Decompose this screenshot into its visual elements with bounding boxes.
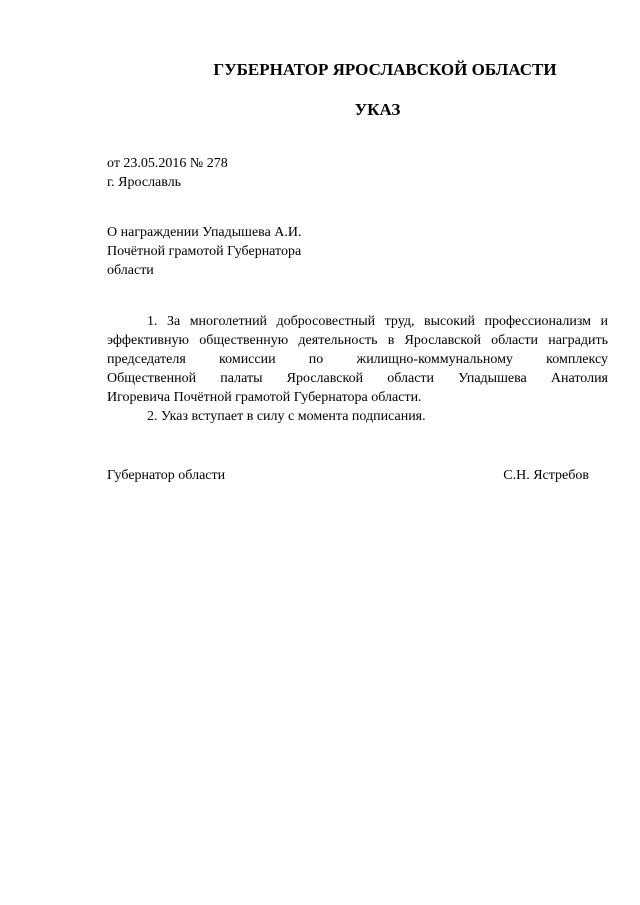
document-date-number: от 23.05.2016 № 278 xyxy=(107,156,228,171)
paragraph-line: 1. За многолетний добросовестный труд, высокий профессионализм и xyxy=(147,314,608,329)
paragraph-2 xyxy=(107,407,608,426)
paragraph-line: Игоревича Почётной грамотой Губернатора области. xyxy=(107,390,422,405)
paragraph-line: эффективную общественную деятельность в Ярославской области наградить xyxy=(107,333,608,348)
subject-line: О награждении Упадышева А.И. xyxy=(107,225,302,240)
subject-line: области xyxy=(107,263,154,278)
signatory-name: С.Н. Ястребов xyxy=(503,468,589,483)
paragraph-line: председателя комиссии по жилищно-коммунальному комплексу xyxy=(107,352,608,367)
document-city: г. Ярославль xyxy=(107,175,182,190)
document-type-heading: УКАЗ xyxy=(354,100,401,119)
document-body xyxy=(107,312,608,426)
authority-heading: ГУБЕРНАТОР ЯРОСЛАВСКОЙ ОБЛАСТИ xyxy=(213,60,557,79)
signatory-position: Губернатор области xyxy=(107,468,226,483)
paragraph-1 xyxy=(107,312,608,407)
paragraph-line: Общественной палаты Ярославской области Упадышева Анатолия xyxy=(107,371,608,386)
subject-line: Почётной грамотой Губернатора xyxy=(107,244,302,259)
document-subject xyxy=(107,223,302,280)
paragraph-line: 2. Указ вступает в силу с момента подписания. xyxy=(147,409,426,424)
